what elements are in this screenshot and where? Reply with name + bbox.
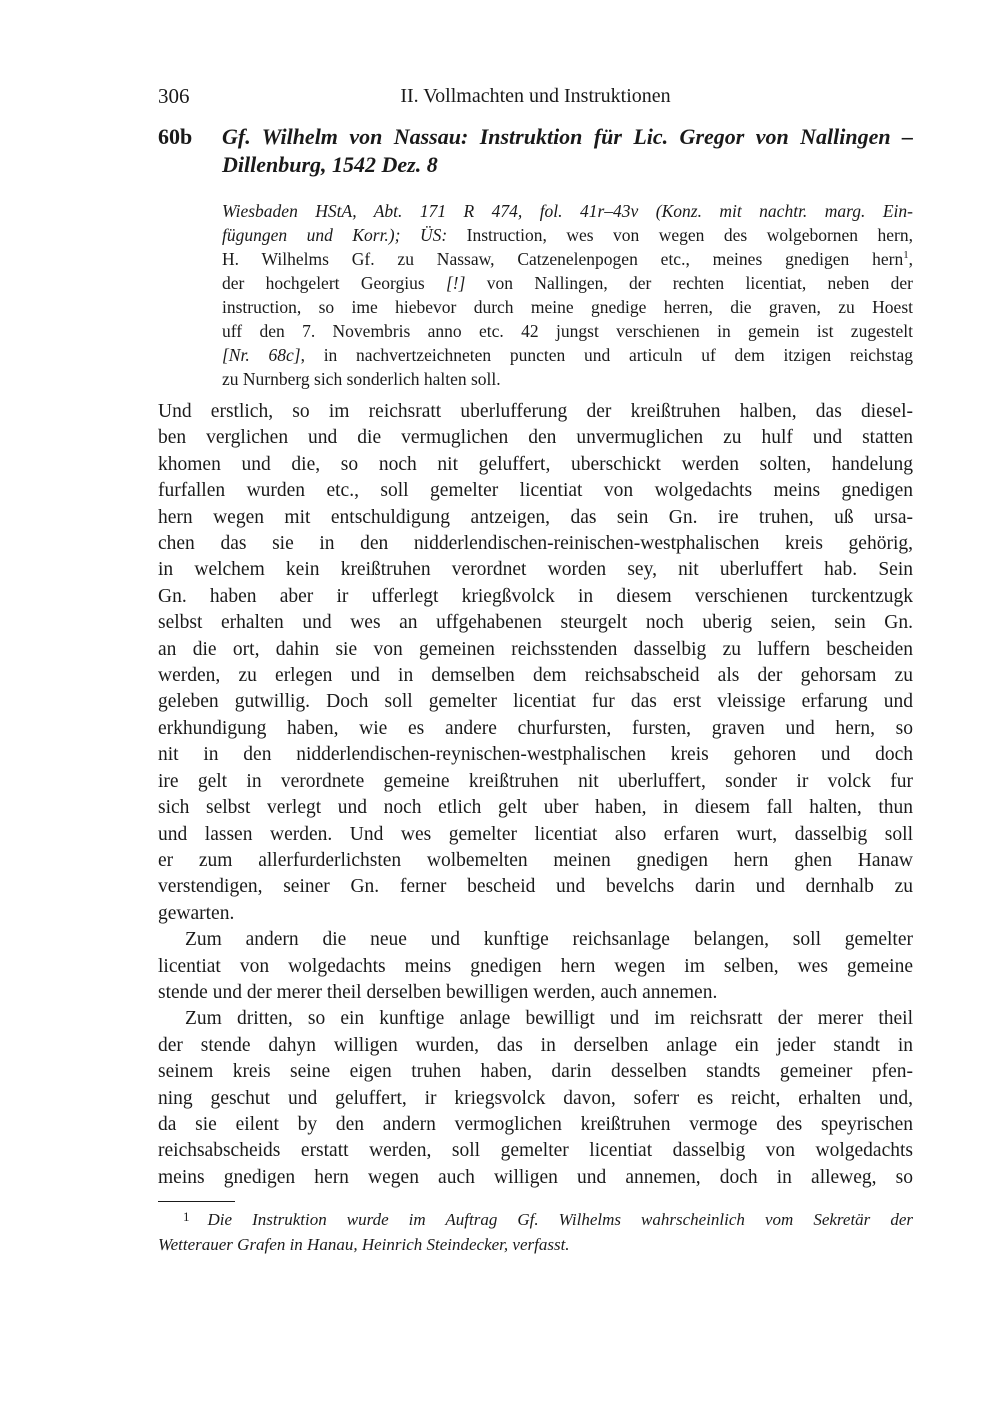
running-head: II. Vollmachten und Instruktionen: [400, 85, 671, 107]
page-header: [158, 0, 913, 110]
body-line: licentiat von wolgedachts meins gnedigen hern wegen im selben, wes gemeine: [158, 955, 913, 977]
body-line: Und erstlich, so im reichsratt uberlufferung der kreißtruhen halben, das diesel-: [158, 401, 913, 422]
footnote: [158, 1207, 913, 1257]
body-line: an die ort, dahin sie von gemeinen reichsstenden dasselbig zu luffern bescheiden: [158, 638, 913, 660]
page-number: 306: [158, 84, 190, 108]
body-line: nit in den nidderlendischen-reynischen-westphalischen kreis gehoren und doch: [158, 744, 913, 766]
body-line: hern wegen mit entschuldigung antzeigen, das sein Gn. ire truhen, uß ursa-: [158, 506, 913, 528]
source-note-line: der hochgelert Georgius [!] von Nallingen, der rechten licentiat, neben der: [222, 273, 913, 293]
body-line: Zum dritten, so ein kunftige anlage bewilligt und im reichsratt der merer theil: [185, 1008, 913, 1030]
body-line: ire gelt in verordnete gemeine kreißtruhen nit uberluffert, sonder ir volck fur: [158, 770, 913, 792]
source-note: [222, 199, 913, 391]
source-note-line: instruction, so ime hiebevor durch meine gnedige herren, die graven, zu Hoest: [222, 297, 913, 317]
body-line: verstendigen, seiner Gn. ferner bescheid und bevelchs darin und dernhalb zu: [158, 876, 913, 898]
body-text: [158, 399, 913, 1191]
body-line: ning geschut und geluffert, ir kriegsvolck davon, soferr es reicht, erhalten und,: [158, 1087, 913, 1109]
body-line: selbst erhalten und wes an uffgehabenen steurgelt noch uberig seien, sein Gn.: [158, 612, 913, 634]
text-column: [158, 0, 913, 1257]
source-note-line: [Nr. 68c], in nachvertzeichneten puncten und articuln uf dem itzigen reichstag: [222, 345, 913, 365]
body-line: und lassen werden. Und wes gemelter licentiat also erfaren wurt, dasselbig soll: [158, 823, 913, 845]
body-line: gewarten.: [158, 902, 235, 924]
body-line: seinem kreis seine eigen truhen haben, darin desselben standts gemeiner pfen-: [158, 1061, 913, 1083]
body-line: stende und der merer theil derselben bewilligen werden, auch annemen.: [158, 981, 718, 1003]
entry-title-line: Dillenburg, 1542 Dez. 8: [222, 152, 438, 177]
body-line: khomen und die, so noch nit geluffert, uberschickt werden solten, handelung: [158, 453, 913, 475]
source-note-line: Wiesbaden HStA, Abt. 171 R 474, fol. 41r–43v (Konz. mit nachtr. marg. Ein-: [222, 201, 913, 221]
body-line: geleben gutwillig. Doch soll gemelter licentiat fur das erst vleissige erfarung und: [158, 691, 913, 713]
body-line: in welchem kein kreißtruhen verordnet worden sey, nit uberluffert hab. Sein: [158, 559, 913, 581]
body-line: furfallen wurden etc., soll gemelter licentiat von wolgedachts meins gnedigen: [158, 480, 913, 502]
footnote-marker: 1: [183, 1209, 190, 1225]
body-line: er zum allerfurderlichsten wolbemelten meinen gnedigen hern ghen Hanaw: [158, 849, 913, 871]
paragraph: [158, 399, 913, 927]
footnote-rule: [158, 1201, 235, 1202]
source-note-line: zu Nurnberg sich sonderlich halten soll.: [222, 369, 501, 389]
entry-heading: [158, 123, 913, 179]
body-line: da sie eilent by den andern vermoglichen kreißtruhen vermoge des speyrischen: [158, 1113, 913, 1135]
entry-title: [222, 123, 913, 179]
source-note-line: fügungen und Korr.); ÜS: Instruction, wes von wegen des wolgebornen hern,: [222, 225, 913, 245]
body-line: Zum andern die neue und kunftige reichsanlage belangen, soll gemelter: [185, 929, 913, 951]
body-line: ben verglichen und die vermuglichen den unvermuglichen zu hulf und statten: [158, 427, 913, 449]
source-note-line: uff den 7. Novembris anno etc. 42 jungst verschienen in gemein ist zugestelt: [222, 321, 913, 341]
paragraph: [158, 927, 913, 1006]
footnote-line: Wetterauer Grafen in Hanau, Heinrich Steindecker, verfasst.: [158, 1235, 570, 1255]
body-line: sich selbst verlegt und noch etlich gelt uber haben, in diesem fall halten, thun: [158, 797, 913, 819]
body-line: Gn. haben aber ir ufferlegt kriegßvolck in diesem verschienen turckentzugk: [158, 585, 913, 607]
footnote-line: $^1$ Die Instruktion wurde im Auftrag Gf. Wilhelms wahrscheinlich vom Sekretär der: [183, 1209, 913, 1230]
body-line: reichsabscheids erstatt werden, soll gemelter licentiat dasselbig von wolgedachts: [158, 1140, 913, 1162]
source-note-line: H. Wilhelms Gf. zu Nassaw, Catzenelenpogen etc., meines gnedigen hern$^1$,: [222, 249, 913, 269]
body-line: erkhundigung haben, wie es andere churfursten, fursten, graven und hern, so: [158, 717, 913, 739]
paragraph: [158, 1006, 913, 1191]
body-line: meins gnedigen hern wegen auch willigen und annemen, doch in alleweg, so: [158, 1166, 913, 1188]
entry-number: 60b: [158, 124, 193, 149]
body-line: chen das sie in den nidderlendischen-reinischen-westphalischen kreis gehörig,: [158, 533, 913, 555]
body-line: werden, zu erlegen und in demselben dem reichsabscheid als der gehorsam zu: [158, 665, 913, 687]
entry-title-line: Gf. Wilhelm von Nassau: Instruktion für Lic. Gregor von Nallingen –: [222, 124, 913, 149]
body-line: der stende dahyn willigen wurden, das in derselben anlage ein jeder standt in: [158, 1034, 913, 1056]
